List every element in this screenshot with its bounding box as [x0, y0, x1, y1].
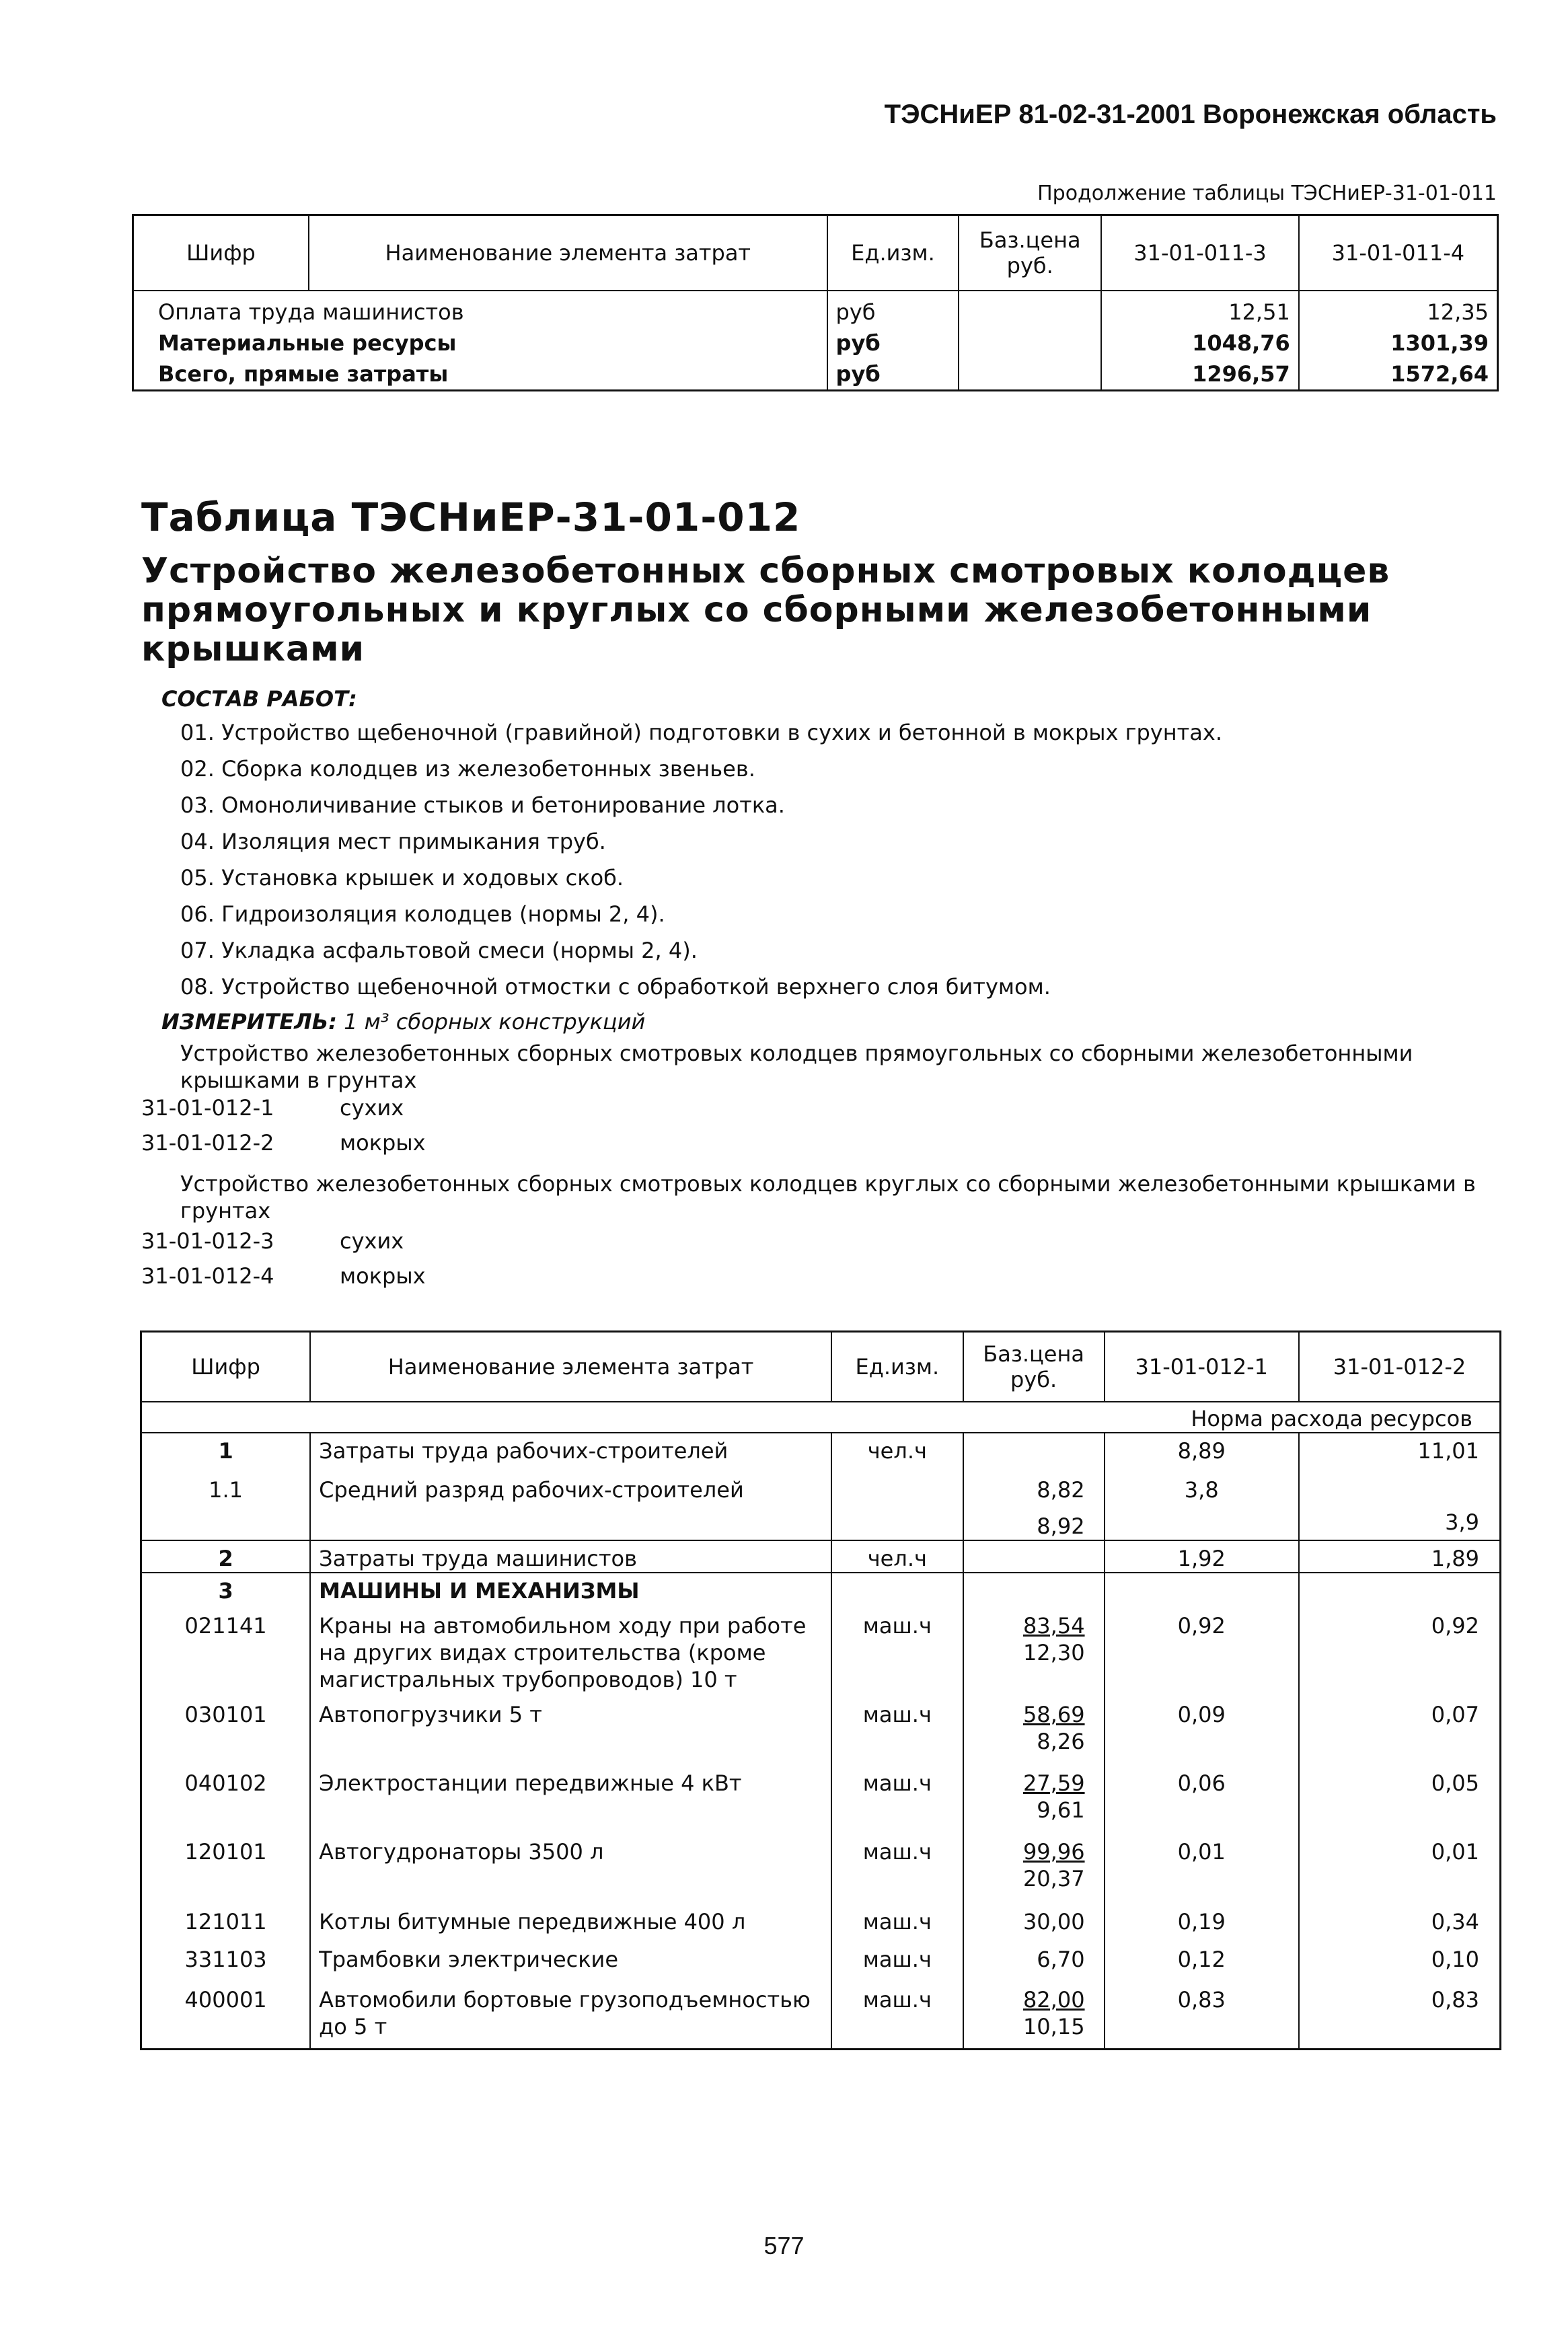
resource-table-header: [141, 1332, 1501, 1402]
row-price: [963, 1973, 1105, 2050]
row-unit: маш.ч: [831, 1755, 963, 1824]
row-value-1: 0,19: [1105, 1892, 1299, 1935]
column-header: Шифр: [141, 1332, 311, 1402]
price-value-2: 9,61: [1037, 1797, 1085, 1823]
norm-group-description: Устройство железобетонных сборных смотровых колодцев круглых со сборными железобетонными крышками в грунтах: [180, 1171, 1476, 1224]
table-title: Таблица ТЭСНиЕР-31-01-012: [141, 494, 801, 540]
row-value-1: 0,12: [1105, 1935, 1299, 1973]
row-name: Затраты труда рабочих-строителей: [310, 1433, 831, 1464]
norm-description: сухих: [340, 1095, 404, 1121]
row-name: Всего, прямые затраты: [133, 359, 827, 391]
row-name: Средний разряд рабочих-строителей: [310, 1464, 831, 1540]
row-unit: маш.ч: [831, 1604, 963, 1693]
row-unit: руб: [827, 291, 959, 328]
row-code: 021141: [141, 1604, 311, 1693]
row-unit: маш.ч: [831, 1973, 963, 2050]
row-code: 2: [141, 1540, 311, 1573]
norm-description: сухих: [340, 1228, 404, 1254]
row-price: [959, 328, 1101, 359]
row-name: Автопогрузчики 5 т: [310, 1693, 831, 1755]
measure-unit-line: [161, 1009, 645, 1035]
row-name: Трамбовки электрические: [310, 1935, 831, 1973]
row-value-1: 0,06: [1105, 1755, 1299, 1824]
price-value-2: 12,30: [1022, 1640, 1085, 1665]
column-header: 31-01-012-2: [1299, 1332, 1501, 1402]
work-composition-label: СОСТАВ РАБОТ:: [161, 686, 357, 712]
row-value-2: [1299, 1573, 1501, 1604]
row-value-2: 1572,64: [1299, 359, 1498, 391]
row-price: [959, 359, 1101, 391]
row-value-2: 3,9: [1299, 1464, 1501, 1540]
row-unit: маш.ч: [831, 1935, 963, 1973]
row-price: [963, 1433, 1105, 1464]
row-code: 120101: [141, 1824, 311, 1892]
row-value-1: 1296,57: [1101, 359, 1299, 391]
work-item: 05. Установка крышек и ходовых скоб.: [180, 865, 624, 891]
column-header: Наименование элемента затрат: [310, 1332, 831, 1402]
price-value: 82,00: [1022, 1987, 1085, 2013]
measure-unit-value: 1 м³ сборных конструкций: [344, 1009, 646, 1035]
row-value-1: 0,92: [1105, 1604, 1299, 1693]
price-value-2: 8,92: [1037, 1513, 1085, 1539]
column-header: 31-01-011-3: [1101, 215, 1299, 291]
row-unit: руб: [827, 328, 959, 359]
column-header: Баз.цена руб.: [959, 215, 1101, 291]
row-value-2: 0,34: [1299, 1892, 1501, 1935]
row-name: Оплата труда машинистов: [133, 291, 827, 328]
row-value-2: 1301,39: [1299, 328, 1498, 359]
work-item: 02. Сборка колодцев из железобетонных звеньев.: [180, 756, 755, 782]
norm-code: 31-01-012-3: [141, 1228, 274, 1254]
work-item: 07. Укладка асфальтовой смеси (нормы 2, 4).: [180, 938, 698, 963]
page-number: 577: [763, 2232, 805, 2259]
previous-table: [132, 214, 1499, 391]
column-header: Ед.изм.: [827, 215, 959, 291]
price-value: 8,82: [1037, 1477, 1085, 1503]
row-value-1: [1105, 1573, 1299, 1604]
page-header-title: ТЭСНиЕР 81-02-31-2001 Воронежская область: [884, 100, 1497, 129]
price-value: 83,54: [1022, 1613, 1085, 1639]
row-name: Затраты труда машинистов: [310, 1540, 831, 1573]
table-row: [141, 1693, 1501, 1755]
norm-description: мокрых: [340, 1263, 426, 1289]
row-value-2: 0,07: [1299, 1693, 1501, 1755]
row-code: 040102: [141, 1755, 311, 1824]
price-value: 58,69: [1022, 1702, 1085, 1727]
row-price: [963, 1464, 1105, 1540]
previous-table-header: [133, 215, 1498, 291]
table-row: [141, 1540, 1501, 1573]
row-unit: руб: [827, 359, 959, 391]
column-header: 31-01-011-4: [1299, 215, 1498, 291]
norm-caption: Норма расхода ресурсов: [141, 1402, 1501, 1433]
resource-table: [140, 1330, 1501, 2050]
row-price: 30,00: [963, 1892, 1105, 1935]
row-price: [963, 1824, 1105, 1892]
norm-caption-row: [141, 1402, 1501, 1433]
row-value-2: 0,01: [1299, 1824, 1501, 1892]
row-code: 030101: [141, 1693, 311, 1755]
work-item: 04. Изоляция мест примыкания труб.: [180, 829, 606, 854]
row-code: 331103: [141, 1935, 311, 1973]
column-header: Шифр: [133, 215, 309, 291]
row-name: Электростанции передвижные 4 кВт: [310, 1755, 831, 1824]
column-header: Ед.изм.: [831, 1332, 963, 1402]
norm-code: 31-01-012-2: [141, 1130, 274, 1156]
row-name: МАШИНЫ И МЕХАНИЗМЫ: [310, 1573, 831, 1604]
row-value-1: 8,89: [1105, 1433, 1299, 1464]
price-value-2: 10,15: [1022, 2014, 1085, 2039]
price-value-2: 8,26: [1037, 1729, 1085, 1754]
row-unit: [831, 1573, 963, 1604]
price-value-2: 20,37: [1022, 1866, 1085, 1891]
norm-group-description: Устройство железобетонных сборных смотровых колодцев прямоугольных со сборными железобетонными крышками в грунтах: [180, 1041, 1413, 1093]
norm-code: 31-01-012-4: [141, 1263, 274, 1289]
row-price: [963, 1693, 1105, 1755]
row-name: Автогудронаторы 3500 л: [310, 1824, 831, 1892]
table-row: [133, 359, 1498, 391]
table-row: [141, 1824, 1501, 1892]
table-row: [141, 1755, 1501, 1824]
work-item: 08. Устройство щебеночной отмостки с обработкой верхнего слоя битумом.: [180, 974, 1051, 1000]
table-row: [141, 1935, 1501, 1973]
row-unit: маш.ч: [831, 1824, 963, 1892]
row-price: [963, 1573, 1105, 1604]
row-price: [959, 291, 1101, 328]
row-price: [963, 1540, 1105, 1573]
row-code: 1.1: [141, 1464, 311, 1540]
row-value-2: 0,83: [1299, 1973, 1501, 2050]
row-value-2: 1,89: [1299, 1540, 1501, 1573]
row-name: Краны на автомобильном ходу при работе на других видах строительства (кроме магистральных трубопроводов) 10 т: [310, 1604, 831, 1693]
table-row: [141, 1573, 1501, 1604]
table-row: [141, 1433, 1501, 1464]
column-header: 31-01-012-1: [1105, 1332, 1299, 1402]
norm-code: 31-01-012-1: [141, 1095, 274, 1121]
table-row: [133, 328, 1498, 359]
work-item: 03. Омоноличивание стыков и бетонирование лотка.: [180, 792, 785, 818]
row-name: Материальные ресурсы: [133, 328, 827, 359]
row-value-2: 0,10: [1299, 1935, 1501, 1973]
row-name: Котлы битумные передвижные 400 л: [310, 1892, 831, 1935]
row-value-2: 11,01: [1299, 1433, 1501, 1464]
column-header: Наименование элемента затрат: [309, 215, 827, 291]
measure-unit-label: ИЗМЕРИТЕЛЬ:: [161, 1009, 337, 1035]
row-unit: чел.ч: [831, 1433, 963, 1464]
column-header: Баз.цена руб.: [963, 1332, 1105, 1402]
work-item: 06. Гидроизоляция колодцев (нормы 2, 4).: [180, 901, 665, 927]
price-value: 99,96: [1022, 1839, 1085, 1865]
row-value-1: 0,01: [1105, 1824, 1299, 1892]
row-value-1: 1048,76: [1101, 328, 1299, 359]
table-row: [141, 1973, 1501, 2050]
row-code: 3: [141, 1573, 311, 1604]
row-unit: маш.ч: [831, 1693, 963, 1755]
price-value: 27,59: [1022, 1770, 1085, 1796]
row-value-1: 0,83: [1105, 1973, 1299, 2050]
table-row: [141, 1464, 1501, 1540]
continuation-note: Продолжение таблицы ТЭСНиЕР-31-01-011: [1037, 182, 1497, 205]
row-name: Автомобили бортовые грузоподъемностью до 5 т: [310, 1973, 831, 2050]
table-row: [141, 1892, 1501, 1935]
row-code: 1: [141, 1433, 311, 1464]
row-value-2: 0,92: [1299, 1604, 1501, 1693]
row-value-1: 3,8: [1105, 1464, 1299, 1540]
work-item: 01. Устройство щебеночной (гравийной) подготовки в сухих и бетонной в мокрых грунтах.: [180, 720, 1222, 745]
row-price: [963, 1755, 1105, 1824]
table-row: [141, 1604, 1501, 1693]
row-value-1: 12,51: [1101, 291, 1299, 328]
row-unit: маш.ч: [831, 1892, 963, 1935]
row-price: 6,70: [963, 1935, 1105, 1973]
table-row: [133, 291, 1498, 328]
row-code: 400001: [141, 1973, 311, 2050]
row-value-2: 12,35: [1299, 291, 1498, 328]
row-value-1: 0,09: [1105, 1693, 1299, 1755]
row-unit: [831, 1464, 963, 1540]
table-subtitle: Устройство железобетонных сборных смотровых колодцев прямоугольных и круглых со сборными железобетонными крышками: [141, 551, 1390, 669]
row-code: 121011: [141, 1892, 311, 1935]
row-price: [963, 1604, 1105, 1693]
norm-description: мокрых: [340, 1130, 426, 1156]
row-value-1: 1,92: [1105, 1540, 1299, 1573]
row-unit: чел.ч: [831, 1540, 963, 1573]
row-value-2: 0,05: [1299, 1755, 1501, 1824]
